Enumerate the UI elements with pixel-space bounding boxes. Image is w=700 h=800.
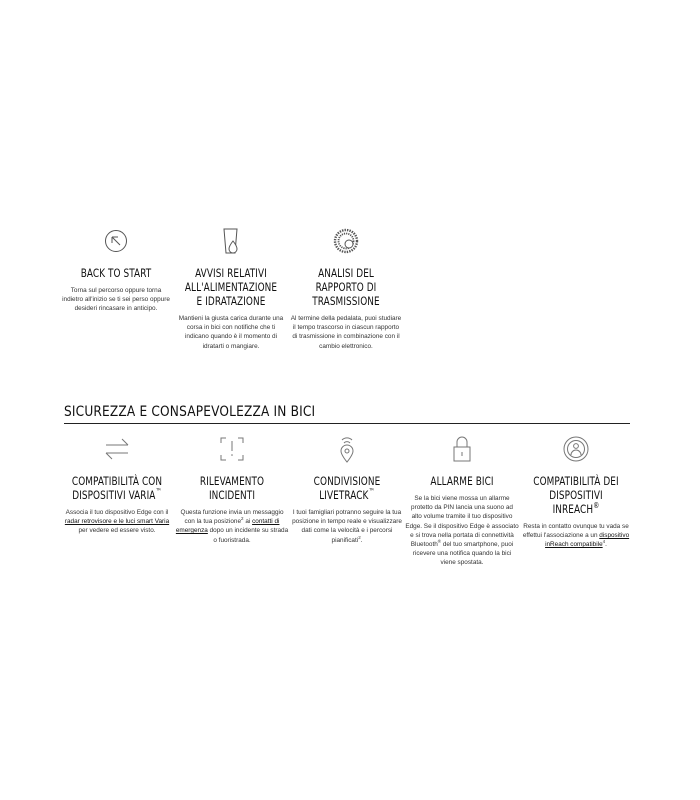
feature-description: Mantieni la giusta carica durante una corsa in bici con notifiche che ti indicano quando è il momento di idratarti o mangiare.: [178, 315, 284, 350]
gear-ratio-icon: [290, 226, 402, 256]
section-title: SICUREZZA E CONSAPEVOLEZZA IN BICI: [64, 404, 316, 420]
registered-mark: ®: [593, 501, 600, 511]
feature-inreach-compatibility: [520, 434, 632, 550]
feature-incident-detection: [175, 434, 289, 545]
feature-description: I tuoi famigliari potranno seguire la tua posizione in tempo reale e visualizzare dati come la velocità e i percorsi pianificati$^2$.: [292, 509, 402, 544]
incident-frame-icon: [175, 434, 289, 464]
feature-hydration-alerts: [175, 226, 287, 351]
back-to-start-icon: [60, 226, 172, 256]
livetrack-pin-icon: [290, 434, 404, 464]
feature-title: ANALISI DEL RAPPORTO DI TRASMISSIONE: [312, 266, 380, 308]
varia-radar-link[interactable]: radar retrovisore e le luci smart Varia: [64, 518, 170, 526]
feature-description: Resta in contatto ovunque tu vada se effettui l'associazione a un dispositivo inReach compatibile$^4$.: [522, 523, 630, 549]
feature-title: CONDIVISIONE LIVETRACK™: [313, 474, 381, 502]
section-divider: [64, 423, 630, 424]
feature-title: COMPATIBILITÀ DEI DISPOSITIVI INREACH®: [533, 474, 619, 516]
feature-gear-ratio-analysis: [290, 226, 402, 351]
feature-title: BACK TO START: [80, 266, 152, 280]
feature-description: Se la bici viene mossa un allarme protetto da PIN lancia una suono ad alto volume tramite il tuo dispositivo Edge. Se il dispositivo Edge è associato e si trova nella portata di connettività Bluetooth® del tuo smartphone, puoi ricevere una notifica quando la bici viene spostata.: [405, 495, 519, 567]
arrows-swap-icon: [60, 434, 174, 464]
feature-description: Torna sul percorso oppure torna indietro all'inizio se ti sei perso oppure desideri rincasare in anticipo.: [62, 287, 170, 313]
feature-varia-compatibility: [60, 434, 174, 536]
trademark-mark: ™: [155, 487, 162, 497]
lock-icon: [405, 434, 519, 464]
feature-title: ALLARME BICI: [430, 474, 494, 488]
inreach-compatible-link[interactable]: dispositivo inReach compatibile: [545, 532, 630, 549]
feature-description: Questa funzione invia un messaggio con la tua posizione$^2$ ai contatti di emergenza dopo un incidente su strada o fuoristrada.: [175, 509, 289, 544]
feature-description: Associa il tuo dispositivo Edge con il radar retrovisore e le luci smart Varia per vedere ed essere visto.: [64, 509, 170, 535]
feature-back-to-start: [60, 226, 172, 314]
inreach-satellite-icon: [520, 434, 632, 464]
feature-title: RILEVAMENTO INCIDENTI: [199, 474, 265, 502]
trademark-mark: ™: [368, 487, 375, 497]
feature-title: AVVISI RELATIVI ALL'ALIMENTAZIONE E IDRATAZIONE: [184, 266, 278, 308]
feature-livetrack-sharing: [290, 434, 404, 545]
hydration-glass-icon: [175, 226, 287, 256]
emergency-contacts-link[interactable]: contatti di emergenza: [175, 518, 280, 535]
feature-description: Al termine della pedalata, puoi studiare il tempo trascorso in ciascun rapporto di trasmissione in combinazione con il cambio elettronico.: [290, 315, 402, 350]
feature-bike-alarm: [405, 434, 519, 568]
feature-title: COMPATIBILITÀ CON DISPOSITIVI VARIA™: [71, 474, 163, 502]
